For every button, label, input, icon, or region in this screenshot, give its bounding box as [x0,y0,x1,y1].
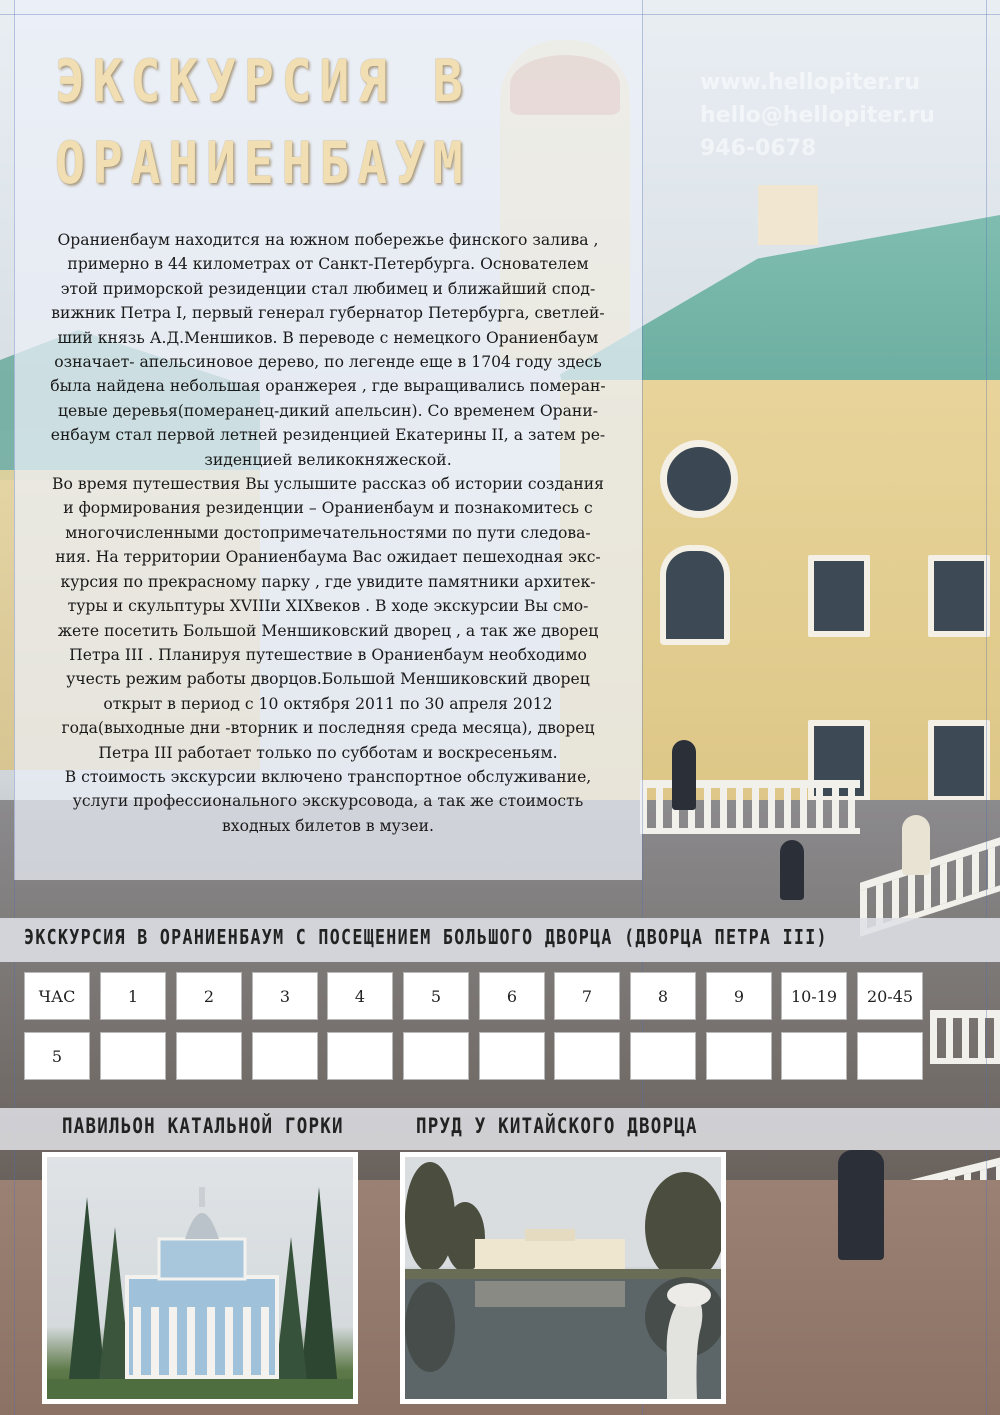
visitor-figure [780,840,804,900]
balustrade [930,1010,1000,1064]
table-cell: 8 [630,972,696,1020]
table-cell: 10-19 [781,972,847,1020]
guide-line [0,14,1000,15]
table-cell: 5 [403,972,469,1020]
table-cell [857,1032,923,1080]
paragraph: В стоимость экскурсии включено транспортное обслуживание, услуги профессионального экскурсовода, а так же стоимость входных билетов в музеи. [64,767,592,835]
table-cell [554,1032,620,1080]
visitor-figure [838,1150,884,1260]
guide-line [986,0,987,1415]
table-cell: 1 [100,972,166,1020]
paragraph: Ораниенбаум находится на южном побережье финского залива , примерно в 44 километрах от Санкт-Петербурга. Основателем этой приморской резиденции стал любимец и ближайший спод- вижник Петра I, первый генерал губернатор Петербурга, светлей- ший князь А.Д.Меншиков. В переводе с немецкого Ораниенбаум означает- апельсиновое дерево, по легенде еще в 1704 году здесь была найдена небольшая оранжерея , где выращивались померан- цевые деревья(померанец-дикий апельсин). Со временем Орани- енбаум стал первой летней резиденцией Екатерины II, а затем ре- зиденцией великокняжеской. [50,231,606,469]
page-title [55,40,470,204]
table-cell: 6 [479,972,545,1020]
table-cell [252,1032,318,1080]
tour-heading: ЭКСКУРСИЯ В ОРАНИЕНБАУМ С ПОСЕЩЕНИЕМ БОЛЬШОГО ДВОРЦА (ДВОРЦА ПЕТРА III) [24,925,828,949]
table-cell: 5 [24,1032,90,1080]
table-cell: ЧАС [24,972,90,1020]
table-cell [176,1032,242,1080]
window [808,555,870,637]
website-link[interactable]: www.hellopiter.ru [700,70,921,95]
window [928,720,990,802]
table-cell [706,1032,772,1080]
contact-block [700,66,1000,165]
article-text [26,228,630,838]
table-cell [403,1032,469,1080]
table-cell [100,1032,166,1080]
chimney [758,185,818,245]
email-link[interactable]: hello@hellopiter.ru [700,103,935,128]
title-line: ЭКСКУРСИЯ В [55,47,471,115]
caption-pond: ПРУД У КИТАЙСКОГО ДВОРЦА [416,1114,698,1138]
caption-pavilion: ПАВИЛЬОН КАТАЛЬНОЙ ГОРКИ [62,1114,344,1138]
round-window [660,440,738,518]
table-cell [630,1032,696,1080]
window [928,555,990,637]
pond-illustration [405,1157,721,1399]
table-cell: 3 [252,972,318,1020]
visitor-figure [902,815,930,875]
table-cell: 20-45 [857,972,923,1020]
phone-number: 946-0678 [700,136,817,161]
pond-photo-image [405,1157,721,1399]
pavilion-photo [42,1152,358,1404]
pond-photo [400,1152,726,1404]
table-cell: 9 [706,972,772,1020]
table-cell [327,1032,393,1080]
table-cell: 2 [176,972,242,1020]
visitor-figure [672,740,696,810]
pavilion-illustration [47,1157,353,1399]
table-cell: 4 [327,972,393,1020]
guide-line [14,0,15,1415]
title-line: ОРАНИЕНБАУМ [55,129,471,197]
table-cell [781,1032,847,1080]
pavilion-photo-image [47,1157,353,1399]
paragraph: Во время путешествия Вы услышите рассказ об истории создания и формирования резиденции – Ораниенбаум и познакомитесь с многочисленными достопримечательностями по пути следова- ния. На территории Ораниенбаума Вас ожидает пешеходная экс- курсия по прекрасному парку , где увидите памятники архитек- туры и скульптуры XVIIIи XIXвеков . В ходе экскурсии Вы смо- жете посетить Большой Меншиковский дворец , а так же дворец Петра III . Планируя путешествие в Ораниенбаум необходимо учесть режим работы дворцов.Большой Меншиковский дворец открыт в период с 10 октября 2011 по 30 апреля 2012 года(выходные дни -вторник и последняя среда месяца), дворец Петра III работает только по субботам и воскресеньям. [52,475,604,762]
arched-window [660,545,730,645]
table-cell: 7 [554,972,620,1020]
table-cell [479,1032,545,1080]
